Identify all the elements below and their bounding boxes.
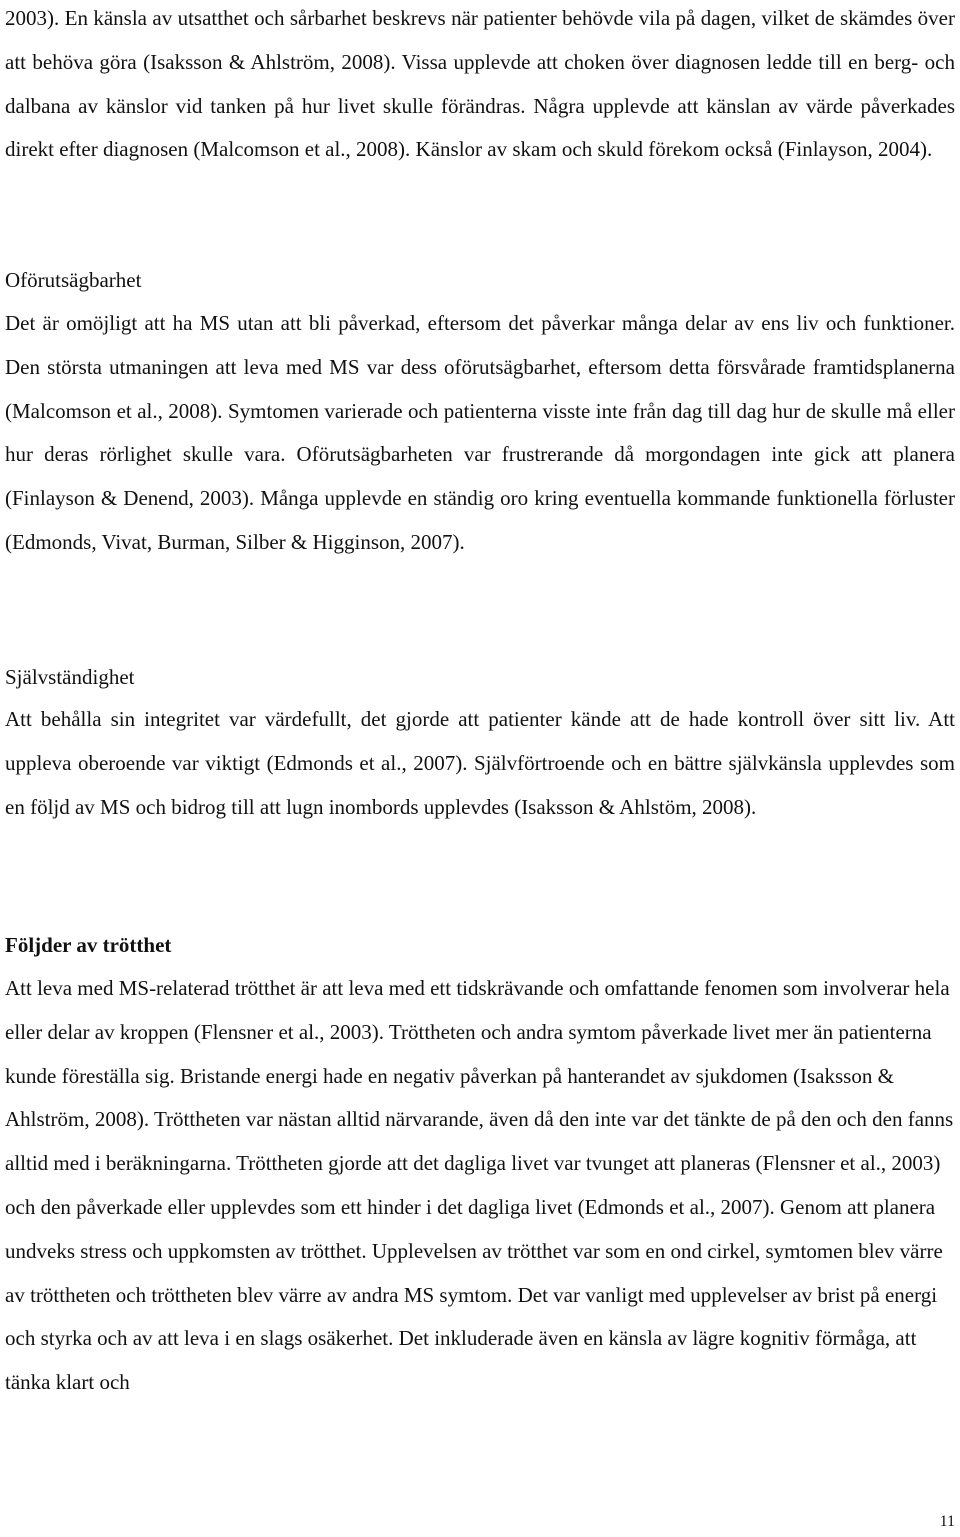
section-heading-sjalvstandighet: Självständighet (5, 665, 135, 689)
section-heading-oforutsagbarhet: Oförutsägbarhet (5, 268, 142, 292)
page-number: 11 (939, 1513, 955, 1530)
paragraph-intro: 2003). En känsla av utsatthet och sårbarhet beskrevs när patienter behövde vila på dagen, vilket de skämdes över att behöva göra (Isaksson & Ahlström, 2008). Vissa upplevde att choken över diagnosen ledde till en berg- och dalbana av känslor vid tanken på hur livet skulle förändras. Några upplevde att känslan av värde påverkades direkt efter diagnosen (Malcomson et al., 2008). Känslor av skam och skuld förekom också (Finlayson, 2004). (5, 6, 955, 162)
paragraph-foljder-av-trotthet: Att leva med MS-relaterad trötthet är att leva med ett tidskrävande och omfattande fenomen som involverar hela eller delar av kroppen (Flensner et al., 2003). Tröttheten och andra symtom påverkade livet mer än patienterna kunde föreställa sig. Bristande energi hade en negativ påverkan på hanterandet av sjukdomen (Isaksson & Ahlström, 2008). Tröttheten var nästan alltid närvarande, även då den inte var det tänkte de på den och den fanns alltid med i beräkningarna. Tröttheten gjorde att det dagliga livet var tvunget att planeras (Flensner et al., 2003) och den påverkade eller upplevdes som ett hinder i det dagliga livet (Edmonds et al., 2007). Genom att planera undveks stress och uppkomsten av trötthet. Upplevelsen av trötthet var som en ond cirkel, symtomen blev värre av tröttheten och tröttheten blev värre av andra MS symtom. Det var vanligt med upplevelser av brist på energi och styrka och av att leva i en slags osäkerhet. Det inkluderade även en känsla av lägre kognitiv förmåga, att tänka klart och (5, 976, 954, 1395)
section-heading-foljder-av-trotthet: Följder av trötthet (5, 933, 172, 957)
paragraph-sjalvstandighet: Att behålla sin integritet var värdefullt, det gjorde att patienter kände att de hade kontroll över sitt liv. Att uppleva oberoende var viktigt (Edmonds et al., 2007). Självförtroende och en bättre självkänsla upplevdes som en följd av MS och bidrog till att lugn inombords upplevdes (Isaksson & Ahlstöm, 2008). (5, 707, 955, 819)
paragraph-oforutsagbarhet: Det är omöjligt att ha MS utan att bli påverkad, eftersom det påverkar många delar av ens liv och funktioner. Den största utmaningen att leva med MS var dess oförutsägbarhet, eftersom detta försvårade framtidsplanerna (Malcomson et al., 2008). Symtomen varierade och patienterna visste inte från dag till dag hur de skulle må eller hur deras rörlighet skulle vara. Oförutsägbarheten var frustrerande då morgondagen inte gick att planera (Finlayson & Denend, 2003). Många upplevde en ständig oro kring eventuella kommande funktionella förluster (Edmonds, Vivat, Burman, Silber & Higginson, 2007). (5, 311, 955, 554)
